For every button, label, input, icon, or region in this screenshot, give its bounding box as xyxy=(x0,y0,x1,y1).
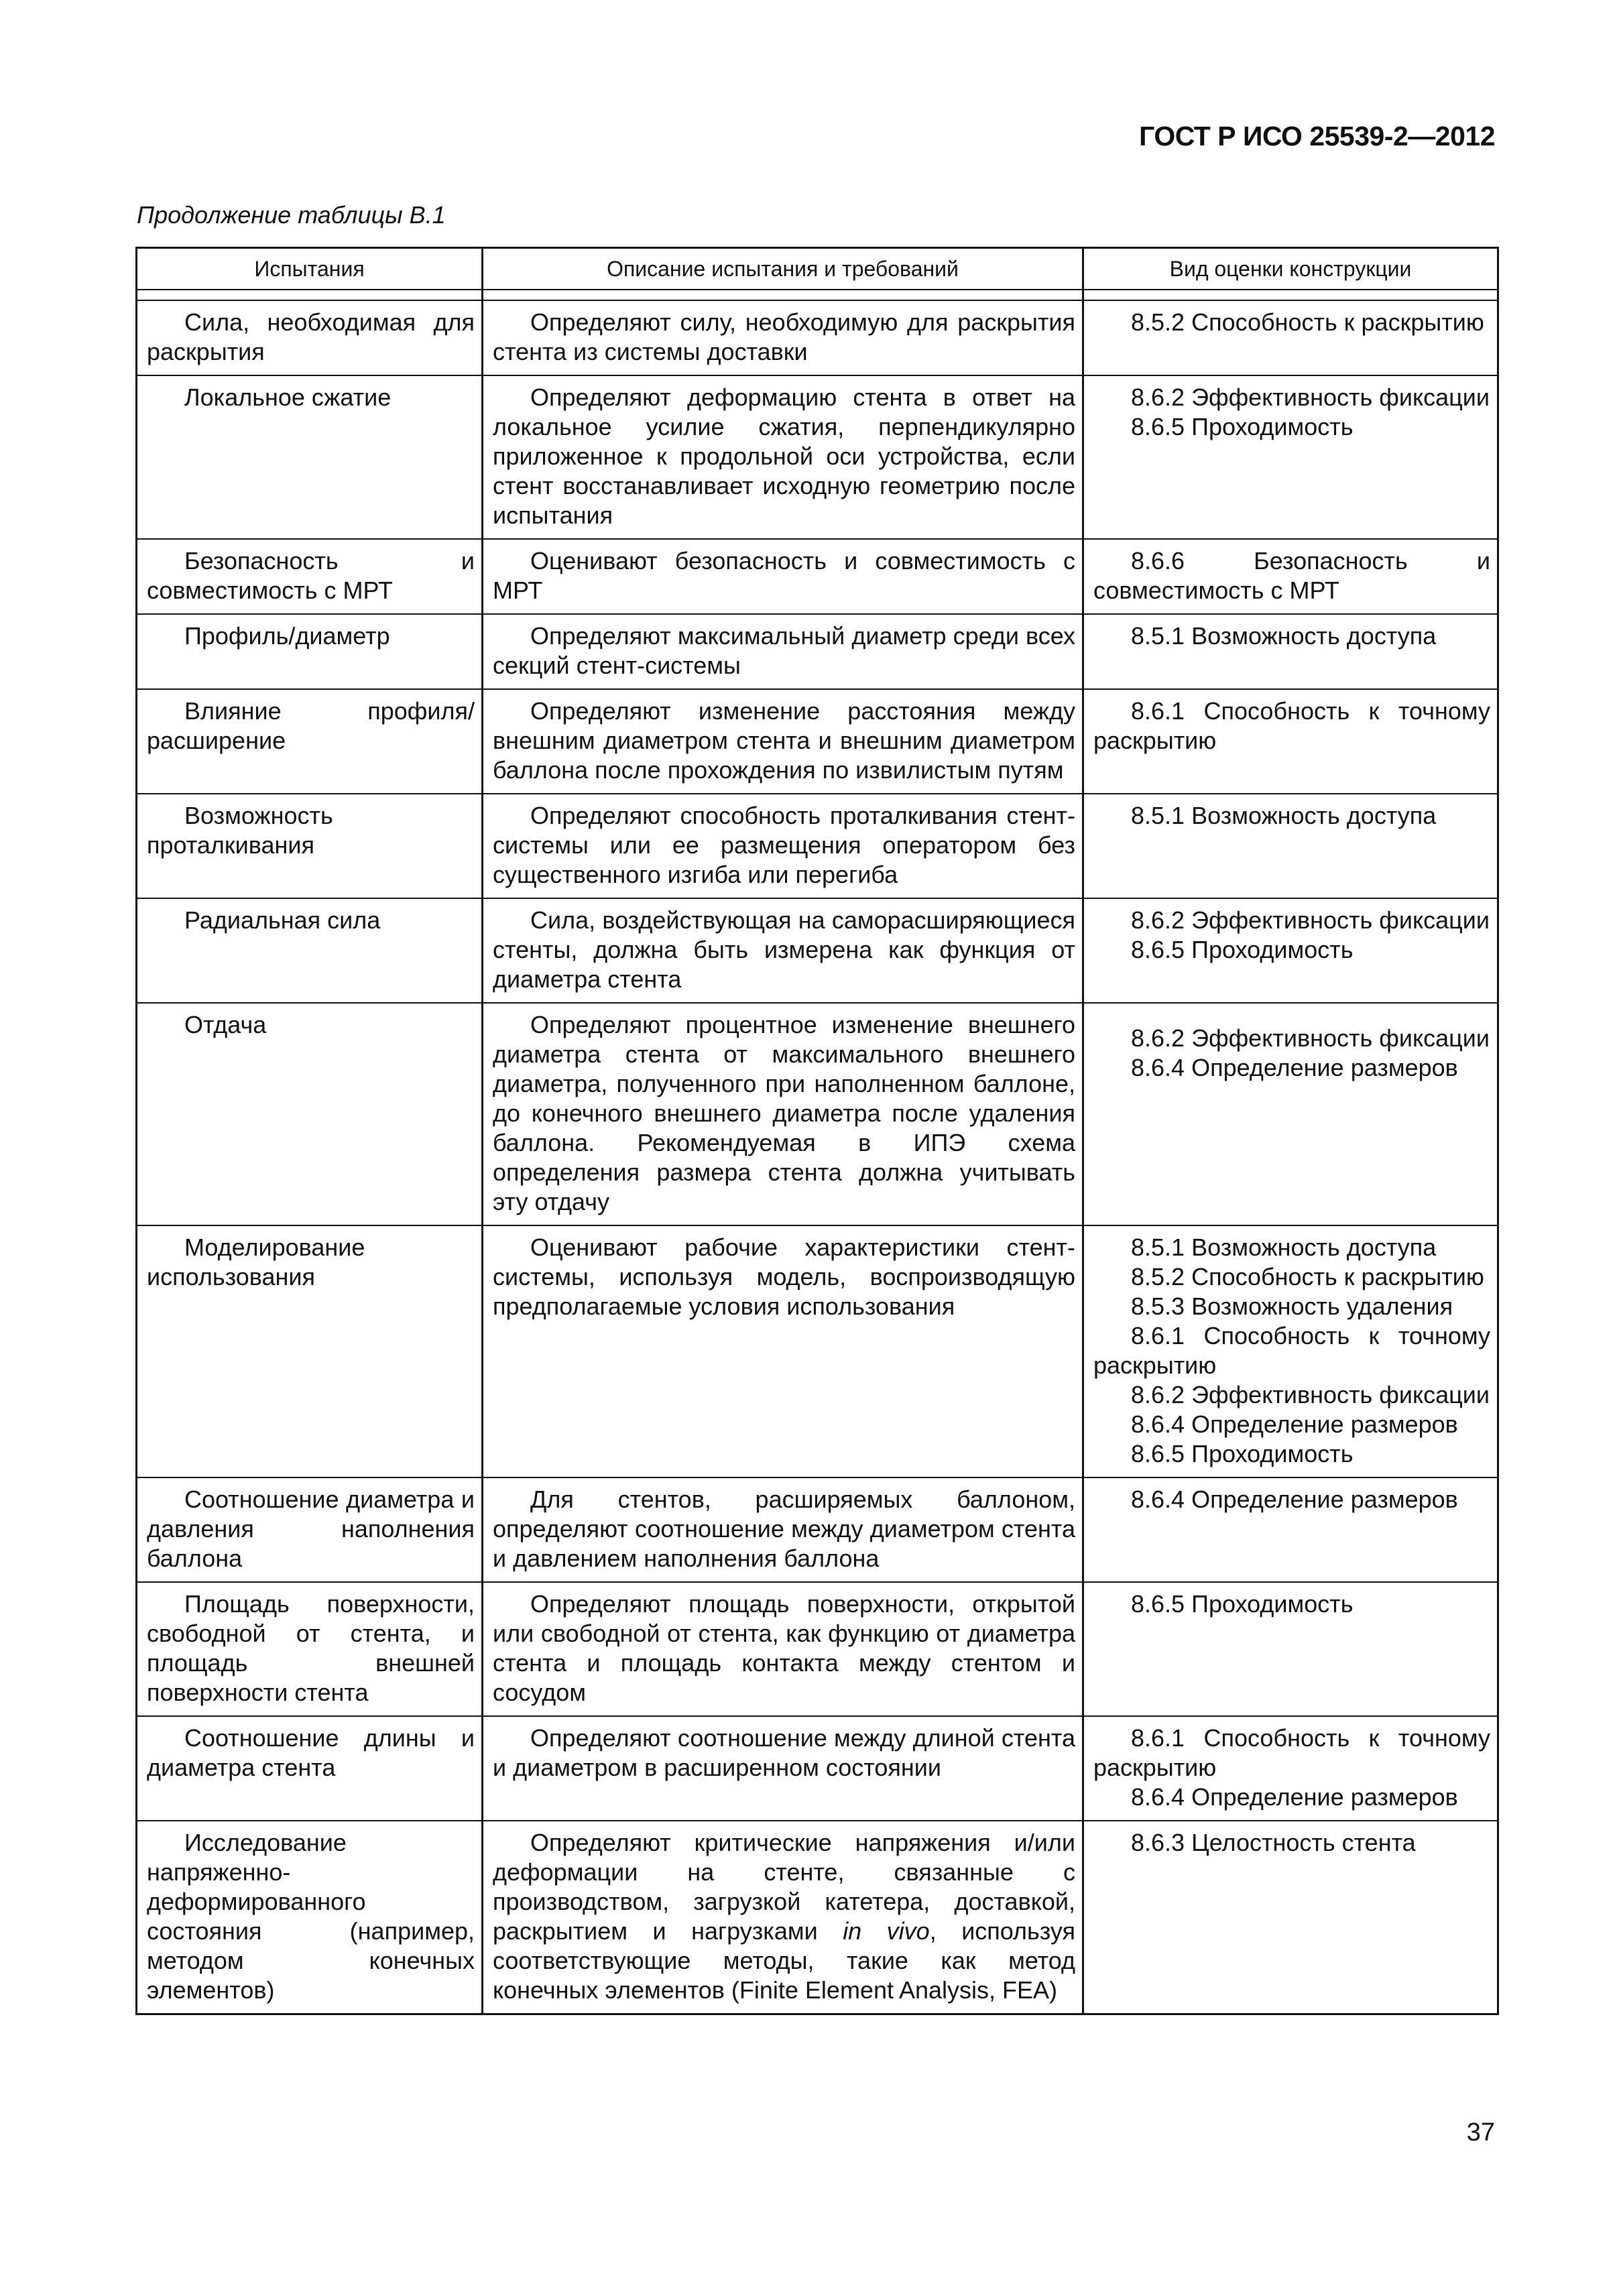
assessment-item: 8.6.4 Определение размеров xyxy=(1131,1410,1458,1438)
tests-table xyxy=(135,247,1499,2015)
assessment-item: 8.6.2 Эффективность фиксации xyxy=(1131,1024,1490,1052)
table-row xyxy=(137,1716,1498,1821)
description-text-part: Определяют критические напряжения и/или деформации на стенте, связанные с производством, загрузкой катетера, доставкой, раскрытием и нагрузками xyxy=(493,1829,1075,1945)
assessment-cell xyxy=(1083,1716,1498,1821)
table-row xyxy=(137,1582,1498,1716)
test-name-cell: Площадь поверхности, свободной от стента, и площадь внешней поверхности стента xyxy=(137,1582,483,1716)
standard-code: ГОСТ Р ИСО 25539-2—2012 xyxy=(1139,121,1495,152)
assessment-item: 8.6.5 Проходимость xyxy=(1131,1590,1354,1618)
assessment-item: 8.5.2 Способность к раскрытию xyxy=(1131,308,1484,336)
assessment-cell xyxy=(1083,1821,1498,2014)
test-name-cell: Сила, необходимая для раскрытия xyxy=(137,300,483,375)
table-row xyxy=(137,1225,1498,1477)
assessment-item: 8.6.2 Эффективность фиксации xyxy=(1131,383,1490,411)
description-text: Определяют соотношение между длиной стента и диаметром в расширенном состоянии xyxy=(493,1724,1075,1781)
assessment-item: 8.6.3 Целостность стента xyxy=(1131,1829,1416,1856)
description-text: Определяют деформацию стента в ответ на локальное усилие сжатия, перпендикулярно приложенное к продольной оси устройства, если стент восстанавливает исходную геометрию после испытания xyxy=(493,383,1075,529)
assessment-item: 8.6.4 Определение размеров xyxy=(1131,1054,1458,1081)
assessment-item: 8.5.1 Возможность доступа xyxy=(1131,622,1437,650)
header-gap-row xyxy=(137,290,1498,300)
assessment-cell xyxy=(1083,689,1498,794)
assessment-item: 8.6.2 Эффективность фиксации xyxy=(1131,1381,1490,1408)
table-row xyxy=(137,539,1498,614)
assessment-cell xyxy=(1083,300,1498,375)
description-cell xyxy=(483,1821,1083,2014)
assessment-cell xyxy=(1083,898,1498,1003)
description-cell xyxy=(483,1003,1083,1225)
description-cell xyxy=(483,1716,1083,1821)
description-cell xyxy=(483,689,1083,794)
description-cell xyxy=(483,794,1083,898)
description-text: Оценивают рабочие характеристики стент-системы, используя модель, воспроизводящую предполагаемые условия использования xyxy=(493,1233,1075,1320)
description-text: Определяют площадь поверхности, открытой или свободной от стента, как функцию от диаметра стента и площадь контакта между стентом и сосудом xyxy=(493,1590,1075,1706)
table-row xyxy=(137,1821,1498,2014)
assessment-cell xyxy=(1083,1582,1498,1716)
description-cell xyxy=(483,614,1083,689)
assessment-item: 8.5.1 Возможность доступа xyxy=(1131,802,1437,829)
description-text: Определяют способность проталкивания стент-системы или ее размещения оператором без существенного изгиба или перегиба xyxy=(493,802,1075,888)
table-row xyxy=(137,1003,1498,1225)
column-header-description: Описание испытания и требований xyxy=(483,248,1083,290)
assessment-cell xyxy=(1083,375,1498,539)
column-header-assessment: Вид оценки конструкции xyxy=(1083,248,1498,290)
column-header-tests: Испытания xyxy=(137,248,483,290)
assessment-item: 8.6.5 Проходимость xyxy=(1131,413,1354,440)
description-cell xyxy=(483,898,1083,1003)
assessment-item: 8.5.2 Способность к раскрытию xyxy=(1131,1263,1484,1290)
assessment-item: 8.6.5 Проходимость xyxy=(1131,1440,1354,1467)
test-name-cell: Соотношение длины и диаметра стента xyxy=(137,1716,483,1821)
table-row xyxy=(137,375,1498,539)
description-text: Определяют максимальный диаметр среди всех секций стент-системы xyxy=(493,622,1075,679)
assessment-cell xyxy=(1083,1225,1498,1477)
description-text: Определяют процентное изменение внешнего диаметра стента от максимального внешнего диаметра, полученного при наполненном баллоне, до конечного внешнего диаметра после удаления баллона. Рекомендуемая в ИПЭ схема определения размера стента должна учитывать эту отдачу xyxy=(493,1011,1075,1215)
assessment-item: 8.5.1 Возможность доступа xyxy=(1131,1233,1437,1261)
assessment-cell xyxy=(1083,1003,1498,1225)
test-name-cell: Исследование напряженно-деформированного состояния (например, методом конечных элементов) xyxy=(137,1821,483,2014)
assessment-item: 8.6.1 Способность к точному раскрытию xyxy=(1093,1322,1490,1379)
assessment-cell xyxy=(1083,539,1498,614)
table-caption: Продолжение таблицы В.1 xyxy=(137,201,446,229)
description-text-part: , используя соответствующие методы, такие как метод конечных элементов (Finite Element Analysis, FEA) xyxy=(493,1917,1075,2004)
test-name-cell: Локальное сжатие xyxy=(137,375,483,539)
test-name-cell: Возможность проталкивания xyxy=(137,794,483,898)
assessment-cell xyxy=(1083,794,1498,898)
table-header-row xyxy=(137,248,1498,290)
assessment-cell xyxy=(1083,1477,1498,1582)
description-cell xyxy=(483,1477,1083,1582)
test-name-cell: Моделирование использования xyxy=(137,1225,483,1477)
description-text: Для стентов, расширяемых баллоном, определяют соотношение между диаметром стента и давлением наполнения баллона xyxy=(493,1486,1075,1572)
assessment-item: 8.6.5 Проходимость xyxy=(1131,936,1354,963)
table-row xyxy=(137,794,1498,898)
assessment-cell xyxy=(1083,614,1498,689)
description-cell xyxy=(483,1582,1083,1716)
assessment-item: 8.6.6 Безопасность и совместимость с МРТ xyxy=(1093,547,1490,604)
assessment-item: 8.6.4 Определение размеров xyxy=(1131,1486,1458,1513)
test-name-cell: Влияние профиля/расширение xyxy=(137,689,483,794)
table-row xyxy=(137,614,1498,689)
description-text: Определяют изменение расстояния между внешним диаметром стента и внешним диаметром баллона после прохождения по извилистым путям xyxy=(493,697,1075,784)
table-row xyxy=(137,898,1498,1003)
assessment-item: 8.5.3 Возможность удаления xyxy=(1131,1292,1453,1320)
description-cell xyxy=(483,1225,1083,1477)
test-name-cell: Соотношение диаметра и давления наполнения баллона xyxy=(137,1477,483,1582)
assessment-item: 8.6.2 Эффективность фиксации xyxy=(1131,906,1490,934)
assessment-item: 8.6.4 Определение размеров xyxy=(1131,1783,1458,1811)
table-row xyxy=(137,1477,1498,1582)
table-row xyxy=(137,300,1498,375)
description-text: Сила, воздействующая на саморасширяющиеся стенты, должна быть измерена как функция от диаметра стента xyxy=(493,906,1075,993)
in-vivo-term: in vivo xyxy=(843,1917,930,1945)
assessment-item: 8.6.1 Способность к точному раскрытию xyxy=(1093,697,1490,754)
description-text xyxy=(493,1828,1075,2005)
table-row xyxy=(137,689,1498,794)
description-text: Оценивают безопасность и совместимость с МРТ xyxy=(493,547,1075,604)
description-cell xyxy=(483,539,1083,614)
description-text: Определяют силу, необходимую для раскрытия стента из системы доставки xyxy=(493,308,1075,365)
test-name-cell: Профиль/диаметр xyxy=(137,614,483,689)
test-name-cell: Безопасность и совместимость с МРТ xyxy=(137,539,483,614)
description-cell xyxy=(483,300,1083,375)
test-name-cell: Отдача xyxy=(137,1003,483,1225)
description-cell xyxy=(483,375,1083,539)
assessment-item: 8.6.1 Способность к точному раскрытию xyxy=(1093,1724,1490,1781)
test-name-cell: Радиальная сила xyxy=(137,898,483,1003)
page-number: 37 xyxy=(1466,2118,1495,2147)
